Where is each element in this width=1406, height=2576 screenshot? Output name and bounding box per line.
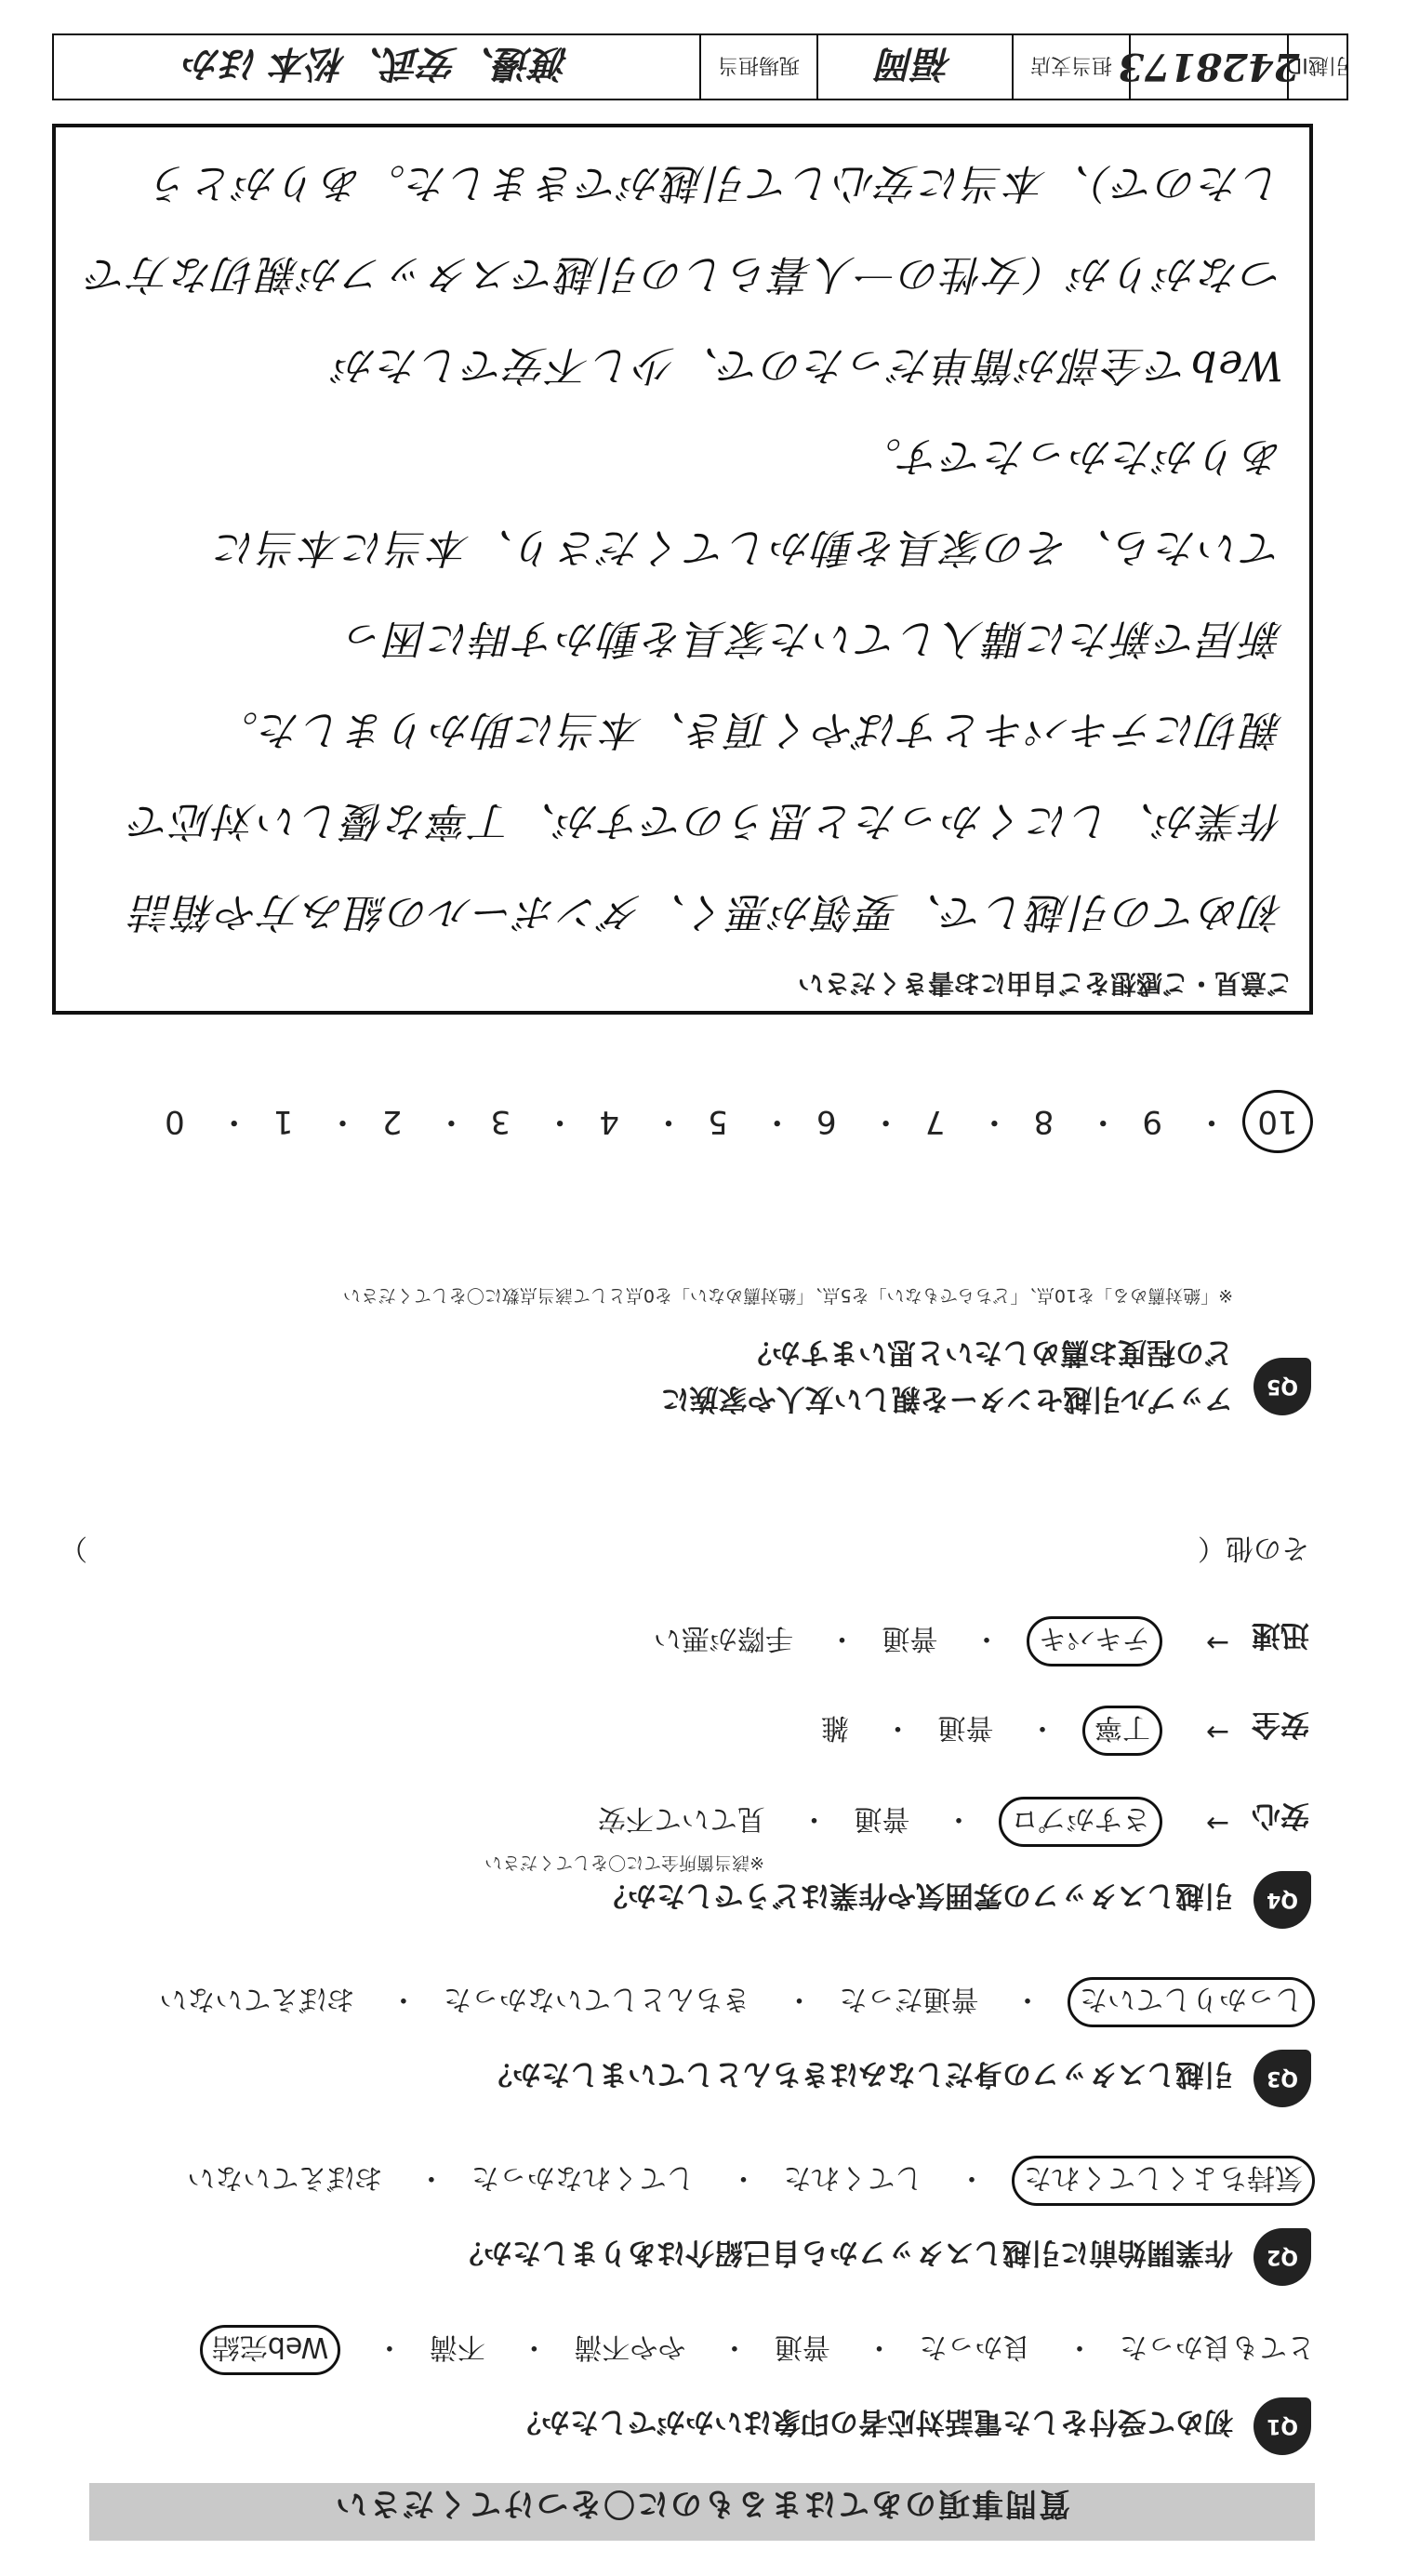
staff-label: 現場担当 [699, 35, 816, 99]
q1-option[interactable]: 普通 [774, 2330, 830, 2363]
q5-question-line2: どの程度お薦めしたいと思いますか？ [743, 1335, 1233, 1369]
q3-option[interactable]: きちんとしていなかった [443, 1983, 750, 2015]
score-option[interactable]: 7 [924, 1103, 946, 1140]
arrow-right-icon: → [1205, 1716, 1229, 1748]
branch-label: 担当支店 [1012, 35, 1129, 99]
move-id-value: 2428173 [1129, 35, 1287, 99]
comment-line: したので）、本当に安心して引越ができました。ありがとう [149, 159, 1283, 206]
q4-question: 引越しスタッフの雰囲気や作業はどうでしたか？ [599, 1879, 1233, 1912]
comment-line: ありがたかったです。 [858, 432, 1283, 480]
q2-option[interactable]: おぼえていない [187, 2161, 383, 2194]
score-option[interactable]: 1 [272, 1103, 294, 1140]
score-option[interactable]: 3 [490, 1103, 511, 1140]
q4-row-label-jinsoku: 迅速 [1252, 1618, 1309, 1652]
q2-options: 気持ちよくしてくれた・ してくれた・ してくれなかった・ おぼえていない [187, 2156, 1315, 2206]
comment-line: 新居で新たに購入していた家具を動かす時に困っ [342, 615, 1283, 662]
branch-value: 福岡 [816, 35, 1012, 99]
q3-badge-label: Q3 [1267, 2066, 1299, 2091]
q3-option-selected[interactable]: しっかりしていた [1068, 1977, 1315, 2027]
score-option[interactable]: 2 [381, 1103, 403, 1140]
q4-badge-label: Q4 [1267, 1888, 1299, 1912]
q2-badge-label: Q2 [1267, 2245, 1299, 2269]
arrow-right-icon: → [1205, 1627, 1229, 1659]
q1-question: 初めて受付をした電話対応者の印象はいかがでしたか？ [512, 2405, 1233, 2438]
comment-line: Webで全部が簡単だったので、少し不安でしたが [334, 341, 1283, 389]
q3-question: 引越しスタッフの身だしなみはきちんとしていましたか？ [484, 2057, 1233, 2091]
score-option[interactable]: 6 [816, 1103, 837, 1140]
q1-badge-icon [1253, 2397, 1311, 2455]
comment-line: つながりが（女性の一人暮らしの引越でスタッフが親切な方で [86, 250, 1283, 298]
q2-option[interactable]: してくれた [783, 2161, 923, 2194]
q4-anzen-option-selected[interactable]: 丁寧 [1082, 1706, 1162, 1756]
score-option[interactable]: 0 [165, 1103, 185, 1140]
q1-option-selected[interactable]: Web完結 [200, 2325, 340, 2375]
q4-anshin-option-selected[interactable]: さすがプロ [999, 1797, 1162, 1847]
q4-row-options-anshin: さすがプロ・ 普通・ 見ていて不安 [598, 1797, 1162, 1847]
q2-option[interactable]: してくれなかった [471, 2161, 695, 2194]
q4-other-close: ） [60, 1532, 87, 1564]
score-option[interactable]: 5 [708, 1103, 728, 1140]
move-id-label: 引越ID [1287, 35, 1346, 99]
q4-row-options-jinsoku: テキパキ・ 普通・ 手際が悪い [654, 1616, 1162, 1666]
q4-other-field[interactable] [1198, 1531, 1309, 1572]
comment-line: 親切にテキパキとすばやく頂き、本当に助かりました。 [215, 706, 1283, 753]
q4-anshin-option[interactable]: 普通 [854, 1802, 910, 1835]
score-option[interactable]: 8 [1033, 1103, 1054, 1140]
q4-badge-icon [1253, 1871, 1311, 1929]
q3-badge-icon [1253, 2050, 1311, 2107]
q2-option-selected[interactable]: 気持ちよくしてくれた [1012, 2156, 1315, 2206]
q1-option[interactable]: やや不満 [574, 2330, 686, 2363]
q4-row-label-anzen: 安全 [1252, 1707, 1309, 1741]
q3-option[interactable]: おぼえていない [159, 1983, 355, 2015]
comment-heading: ご意見・ご感想をご自由にお書きください [797, 968, 1293, 999]
q4-other-label: その他（ [1198, 1532, 1309, 1564]
q4-row-options-anzen: 丁寧・ 普通・ 雑 [821, 1706, 1162, 1756]
q4-note: ※該当箇所全てに〇をしてください [484, 1852, 764, 1873]
instruction-banner [89, 2483, 1315, 2541]
q4-anzen-option[interactable]: 普通 [937, 1711, 994, 1744]
comment-box[interactable] [52, 124, 1313, 1015]
q4-anzen-option[interactable]: 雑 [820, 1711, 849, 1744]
comment-line: 作業が、しにくかったと思うのですが、丁寧な優しい対応で [128, 797, 1283, 844]
q1-option[interactable]: とても良かった [1120, 2330, 1315, 2363]
q5-badge-label: Q5 [1267, 1374, 1299, 1399]
comment-line: ていたら、その家具を動かしてくださり、本当に本当に [214, 524, 1283, 571]
score-option[interactable]: 4 [599, 1103, 619, 1140]
q4-jinsoku-option[interactable]: 普通 [882, 1622, 938, 1654]
q1-option[interactable]: 不満 [429, 2330, 485, 2363]
q3-option[interactable]: 普通だった [839, 1983, 979, 2015]
q1-option[interactable]: 良かった [919, 2330, 1031, 2363]
q4-anshin-option[interactable]: 見ていて不安 [597, 1802, 765, 1835]
arrow-right-icon: → [1205, 1807, 1229, 1839]
q4-jinsoku-option-selected[interactable]: テキパキ [1027, 1616, 1162, 1666]
q1-options: とても良かった・ 良かった・ 普通・ やや不満・ 不満・ Web完結 [200, 2325, 1315, 2375]
q3-options: しっかりしていた・ 普通だった・ きちんとしていなかった・ おぼえていない [159, 1977, 1315, 2027]
comment-line: 初めての引越しで、要領が悪く、ダンボールの組み方や箱詰 [130, 888, 1283, 936]
q4-row-label-anshin: 安心 [1252, 1799, 1309, 1832]
q5-question-line1: アップル引越センターを親しい友人や家族に [660, 1382, 1233, 1415]
staff-value: 渡邊、安武、松本 ほか [184, 42, 569, 86]
score-option-selected[interactable]: 10 [1242, 1090, 1313, 1153]
instruction-text: 質問事項のあてはまるものに〇をつけてください [334, 2485, 1070, 2522]
q2-badge-icon [1253, 2228, 1311, 2286]
q1-badge-label: Q1 [1267, 2414, 1299, 2438]
score-option[interactable]: 9 [1142, 1103, 1163, 1140]
q5-badge-icon [1253, 1358, 1311, 1415]
q5-note: ※「絶対薦める」を10点、「どちらでもない」を5点、「絶対薦めない」を0点として該当点数に〇をしてください [342, 1285, 1233, 1306]
q5-score-scale: 10・ 9・ 8・ 7・ 6・ 5・ 4・ 3・ 2・ 1・ 0 [48, 1090, 1313, 1153]
q4-jinsoku-option[interactable]: 手際が悪い [653, 1622, 793, 1654]
footer-info-table [52, 33, 1348, 100]
q2-question: 作業開始前に引越しスタッフから自己紹介はありましたか？ [455, 2236, 1233, 2269]
